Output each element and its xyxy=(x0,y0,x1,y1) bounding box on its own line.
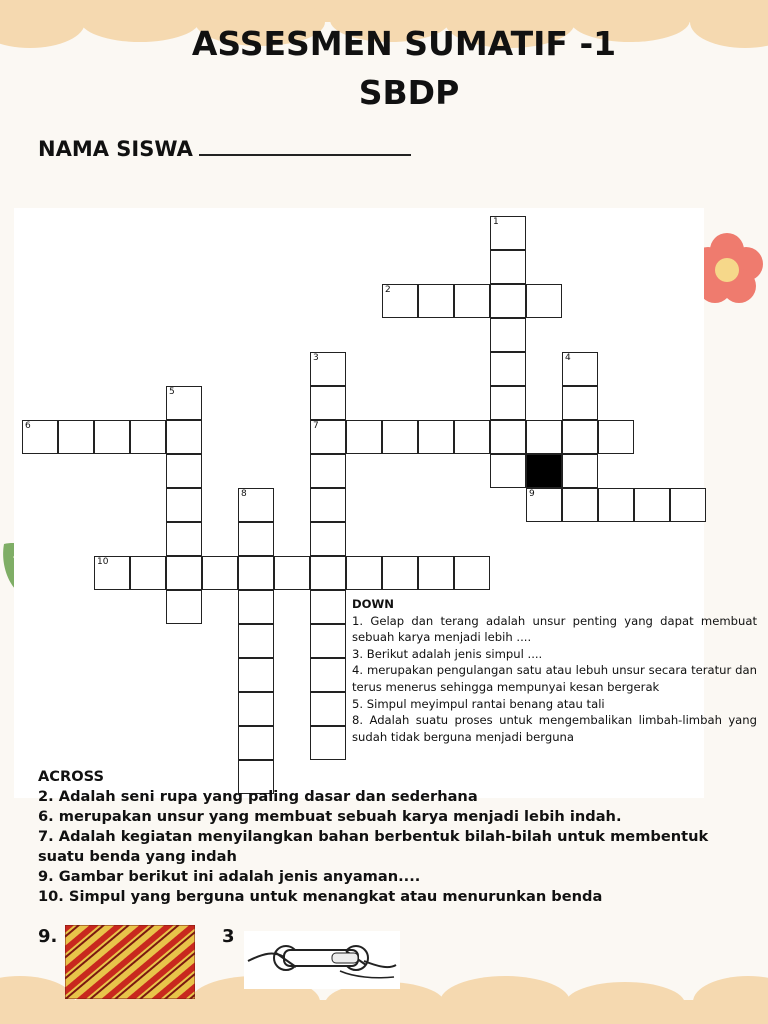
crossword-cell[interactable] xyxy=(490,454,526,488)
crossword-cell[interactable] xyxy=(310,590,346,624)
crossword-cell[interactable] xyxy=(562,420,598,454)
across-clues xyxy=(38,767,738,907)
crossword-cell[interactable] xyxy=(238,692,274,726)
crossword-cell[interactable] xyxy=(166,420,202,454)
crossword-black-cell xyxy=(526,454,562,488)
crossword-cell[interactable] xyxy=(238,556,274,590)
down-clue: 3. Berikut adalah jenis simpul .... xyxy=(352,646,543,661)
crossword-cell[interactable] xyxy=(454,420,490,454)
crossword-cell[interactable] xyxy=(418,420,454,454)
student-name-blank[interactable] xyxy=(199,134,411,156)
crossword-cell[interactable] xyxy=(238,658,274,692)
page-title: ASSESMEN SUMATIF -1 xyxy=(191,24,617,63)
across-clue: 2. Adalah seni rupa yang paling dasar dan sederhana xyxy=(38,788,478,805)
crossword-cell[interactable] xyxy=(418,556,454,590)
crossword-cell[interactable] xyxy=(238,726,274,760)
crossword-cell[interactable] xyxy=(310,522,346,556)
crossword-cell[interactable] xyxy=(130,556,166,590)
crossword-cell[interactable] xyxy=(202,556,238,590)
crossword-cell[interactable] xyxy=(58,420,94,454)
crossword-cell[interactable] xyxy=(310,454,346,488)
crossword-cell[interactable] xyxy=(562,488,598,522)
crossword-cell[interactable] xyxy=(454,284,490,318)
student-name-field xyxy=(38,134,411,163)
crossword-cell[interactable] xyxy=(490,352,526,386)
across-clue: 6. merupakan unsur yang membuat sebuah karya menjadi lebih indah. xyxy=(38,808,622,825)
crossword-cell[interactable] xyxy=(490,284,526,318)
cell-number: 1 xyxy=(493,217,499,227)
crossword-cell[interactable] xyxy=(346,556,382,590)
crossword-cell[interactable] xyxy=(526,284,562,318)
woven-pattern-image xyxy=(65,925,195,999)
crossword-cell[interactable] xyxy=(166,454,202,488)
crossword-cell[interactable] xyxy=(310,352,346,386)
crossword-cell[interactable] xyxy=(490,216,526,250)
crossword-cell[interactable] xyxy=(562,386,598,420)
crossword-cell[interactable] xyxy=(166,522,202,556)
student-name-label: NAMA SISWA xyxy=(38,137,193,161)
crossword-cell[interactable] xyxy=(598,488,634,522)
crossword-cell[interactable] xyxy=(310,726,346,760)
crossword-cell[interactable] xyxy=(382,420,418,454)
crossword-cell[interactable] xyxy=(310,624,346,658)
image-label-9: 9. xyxy=(38,926,58,947)
across-clue: 10. Simpul yang berguna untuk menangkat atau menurunkan benda xyxy=(38,888,603,905)
down-clue: 8. Adalah suatu proses untuk mengembalikan limbah-limbah yang sudah tidak berguna menjadi berguna xyxy=(352,713,757,744)
crossword-cell[interactable] xyxy=(166,556,202,590)
crossword-cell[interactable] xyxy=(562,352,598,386)
crossword-cell[interactable] xyxy=(274,556,310,590)
crossword-cell[interactable] xyxy=(526,488,562,522)
rope-knot-image xyxy=(244,931,400,989)
crossword-cell[interactable] xyxy=(310,556,346,590)
crossword-cell[interactable] xyxy=(490,318,526,352)
page-subtitle: SBDP xyxy=(358,73,460,112)
crossword-cell[interactable] xyxy=(310,692,346,726)
crossword-cell[interactable] xyxy=(238,590,274,624)
cell-number: 9 xyxy=(529,489,535,499)
crossword-cell[interactable] xyxy=(166,590,202,624)
crossword-cell[interactable] xyxy=(382,556,418,590)
crossword-cell[interactable] xyxy=(166,488,202,522)
crossword-cell[interactable] xyxy=(310,420,346,454)
crossword-cell[interactable] xyxy=(310,386,346,420)
crossword-cell[interactable] xyxy=(382,284,418,318)
crossword-cell[interactable] xyxy=(670,488,706,522)
crossword-cell[interactable] xyxy=(418,284,454,318)
crossword-cell[interactable] xyxy=(490,420,526,454)
across-heading: ACROSS xyxy=(38,768,105,785)
crossword-cell[interactable] xyxy=(562,454,598,488)
crossword-cell[interactable] xyxy=(346,420,382,454)
crossword-cell[interactable] xyxy=(490,386,526,420)
across-clue: 9. Gambar berikut ini adalah jenis anyaman.... xyxy=(38,868,421,885)
crossword-cell[interactable] xyxy=(238,624,274,658)
crossword-cell[interactable] xyxy=(454,556,490,590)
crossword-cell[interactable] xyxy=(310,658,346,692)
crossword-cell[interactable] xyxy=(130,420,166,454)
across-clue: 7. Adalah kegiatan menyilangkan bahan berbentuk bilah-bilah untuk membentuk suatu benda yang indah xyxy=(38,828,709,865)
crossword-cell[interactable] xyxy=(598,420,634,454)
crossword-cell[interactable] xyxy=(166,386,202,420)
image-label-3: 3 xyxy=(222,926,235,947)
down-clue: 4. merupakan pengulangan satu atau lebuh unsur secara teratur dan terus menerus sehingga mempunyai kesan bergerak xyxy=(352,663,757,694)
cell-number: 8 xyxy=(241,489,247,499)
down-heading: DOWN xyxy=(352,597,394,611)
crossword-cell[interactable] xyxy=(634,488,670,522)
crossword-cell[interactable] xyxy=(94,420,130,454)
crossword-cell[interactable] xyxy=(490,250,526,284)
down-clue: 5. Simpul meyimpul rantai benang atau tali xyxy=(352,696,605,711)
cell-number: 3 xyxy=(313,353,319,363)
crossword-cell[interactable] xyxy=(238,522,274,556)
crossword-cell[interactable] xyxy=(310,488,346,522)
cell-number: 2 xyxy=(385,285,391,295)
crossword-cell[interactable] xyxy=(238,488,274,522)
crossword-cell[interactable] xyxy=(22,420,58,454)
cell-number: 4 xyxy=(565,353,571,363)
cell-number: 7 xyxy=(313,421,319,431)
down-clue: 1. Gelap dan terang adalah unsur penting yang dapat membuat sebuah karya menjadi lebih .... xyxy=(352,613,757,645)
cell-number: 5 xyxy=(169,387,175,397)
crossword-cell[interactable] xyxy=(526,420,562,454)
down-clues xyxy=(352,596,757,745)
crossword-cell[interactable] xyxy=(94,556,130,590)
cell-number: 10 xyxy=(97,557,109,567)
cell-number: 6 xyxy=(25,421,31,431)
